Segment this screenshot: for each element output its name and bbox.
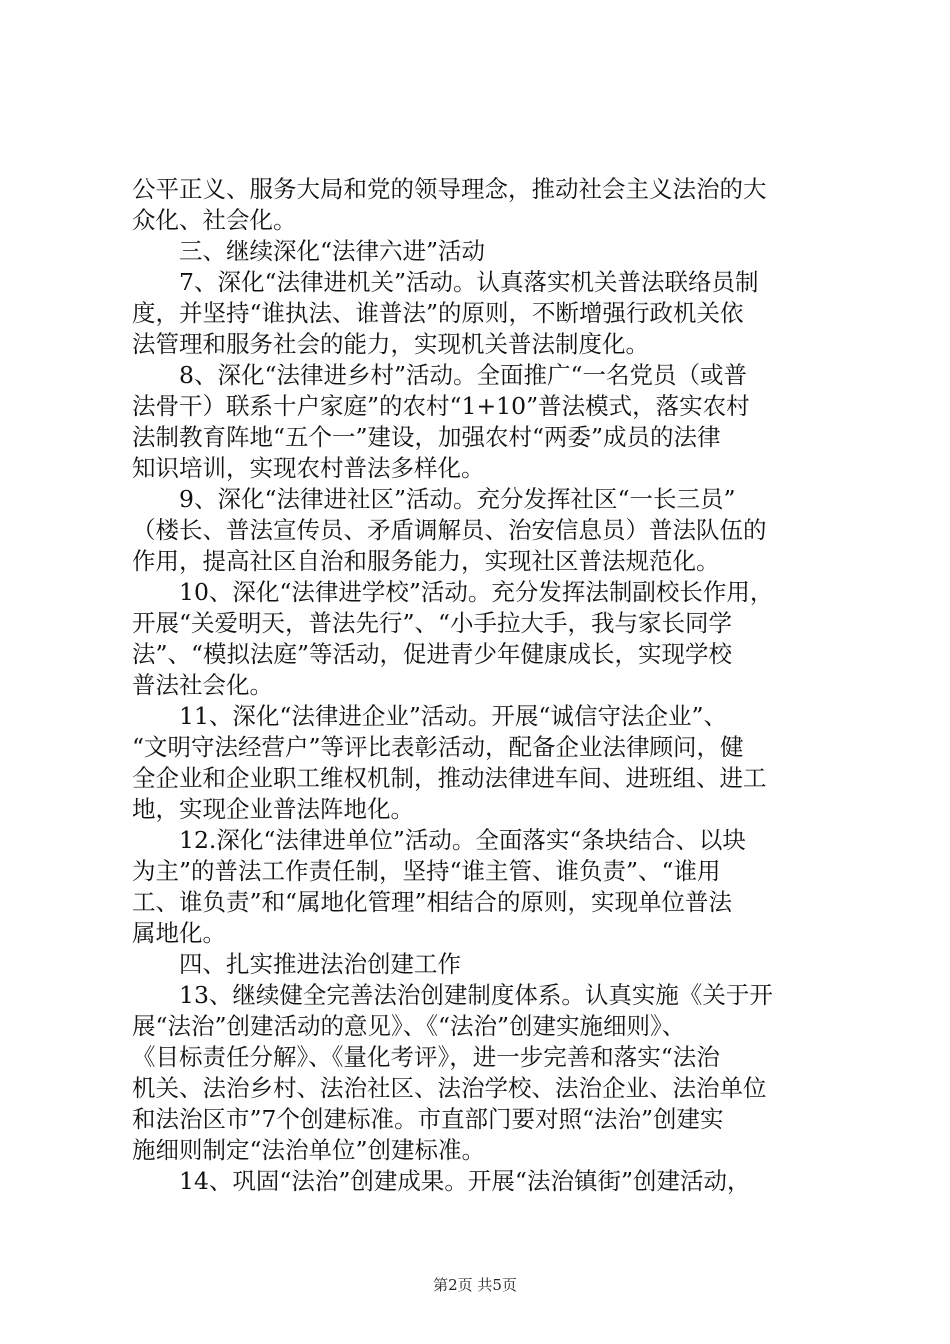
document-body — [132, 174, 832, 1197]
text-line: 属地化。 — [132, 919, 226, 947]
text-line: 法”、“模拟法庭”等活动，促进青少年健康成长，实现学校 — [132, 640, 733, 668]
text-line: 施细则制定“法治单位”创建标准。 — [132, 1136, 486, 1164]
text-line: 机关、法治乡村、法治社区、法治学校、法治企业、法治单位 — [132, 1074, 767, 1102]
text-line: 8、深化“法律进乡村”活动。全面推广“一名党员（或普 — [132, 361, 747, 389]
text-line: 众化、社会化。 — [132, 206, 297, 234]
text-line: 为主”的普法工作责任制，坚持“谁主管、谁负责”、“谁用 — [132, 857, 721, 885]
page-footer: 第2页 共5页 — [433, 1276, 517, 1294]
text-line: 四、扎实推进法治创建工作 — [132, 950, 461, 978]
text-line: 作用，提高社区自治和服务能力，实现社区普法规范化。 — [132, 547, 720, 575]
text-line: 度，并坚持“谁执法、谁普法”的原则，不断增强行政机关依 — [132, 299, 744, 327]
text-line: 展“法治”创建活动的意见》、《“法治”创建实施细则》、 — [132, 1012, 686, 1040]
text-line: 14、巩固“法治”创建成果。开展“法治镇街”创建活动， — [132, 1167, 751, 1195]
text-line: 知识培训，实现农村普法多样化。 — [132, 454, 485, 482]
text-line: 三、继续深化“法律六进”活动 — [132, 237, 486, 265]
text-line: 13、继续健全完善法治创建制度体系。认真实施《关于开 — [132, 981, 773, 1009]
text-line: 工、谁负责”和“属地化管理”相结合的原则，实现单位普法 — [132, 888, 733, 916]
text-line: “文明守法经营户”等评比表彰活动，配备企业法律顾问，健 — [132, 733, 744, 761]
text-line: 公平正义、服务大局和党的领导理念，推动社会主义法治的大 — [132, 175, 767, 203]
text-line: 10、深化“法律进学校”活动。充分发挥法制副校长作用， — [132, 578, 774, 606]
text-line: 11、深化“法律进企业”活动。开展“诚信守法企业”、 — [132, 702, 727, 730]
text-line: 12.深化“法律进单位”活动。全面落实“条块结合、以块 — [132, 826, 746, 854]
text-line: 和法治区市”7个创建标准。市直部门要对照“法治”创建实 — [132, 1105, 724, 1133]
text-line: 全企业和企业职工维权机制，推动法律进车间、进班组、进工 — [132, 764, 767, 792]
text-line: 普法社会化。 — [132, 671, 273, 699]
text-line: 法制教育阵地“五个一”建设，加强农村“两委”成员的法律 — [132, 423, 721, 451]
text-line: 法管理和服务社会的能力，实现机关普法制度化。 — [132, 330, 649, 358]
text-line: 法骨干）联系十户家庭”的农村“1+10”普法模式，落实农村 — [132, 392, 750, 420]
text-line: 7、深化“法律进机关”活动。认真落实机关普法联络员制 — [132, 268, 759, 296]
text-line: （楼长、普法宣传员、矛盾调解员、治安信息员）普法队伍的 — [132, 516, 767, 544]
text-line: 9、深化“法律进社区”活动。充分发挥社区“一长三员” — [132, 485, 736, 513]
text-line: 地，实现企业普法阵地化。 — [132, 795, 414, 823]
text-line: 《目标责任分解》、《量化考评》，进一步完善和落实“法治 — [132, 1043, 720, 1071]
text-line: 开展“关爱明天，普法先行”、“小手拉大手，我与家长同学 — [132, 609, 733, 637]
